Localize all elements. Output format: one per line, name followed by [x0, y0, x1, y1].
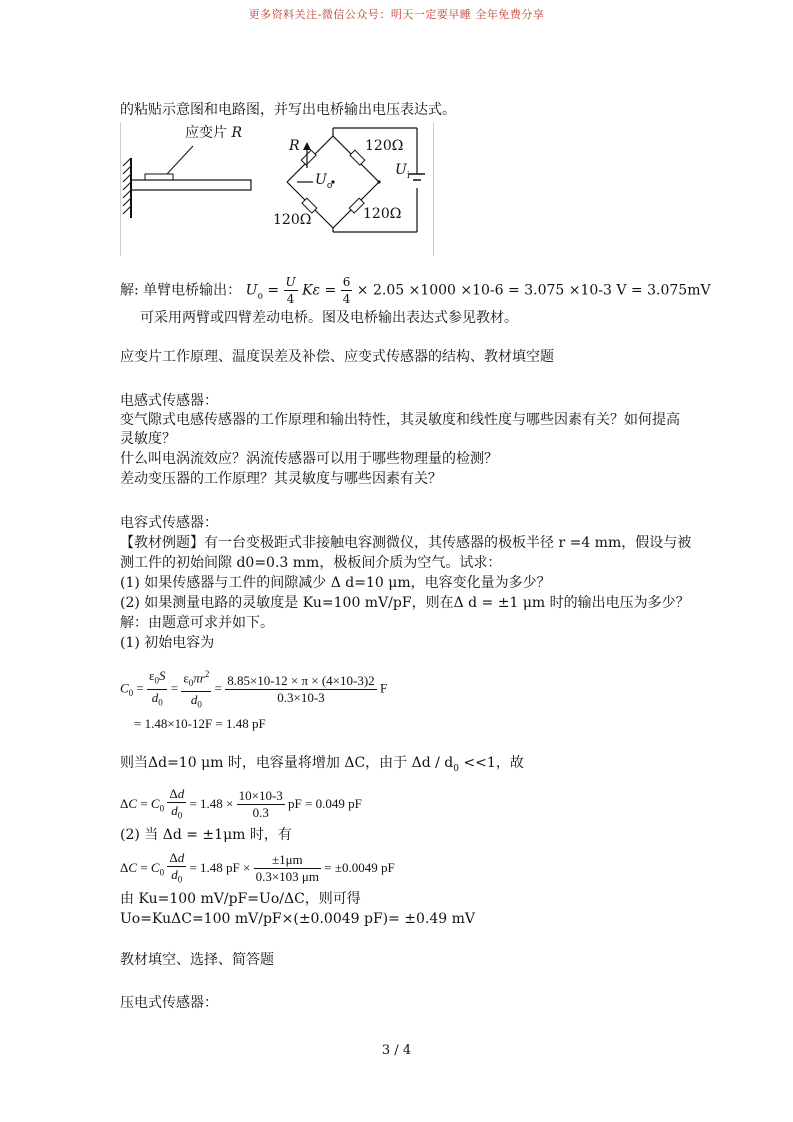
sensitivity-line: 由 Ku=100 mV/pF=Uo/ΔC，则可得 [120, 891, 361, 907]
inductive-question-1b: 灵敏度？ [120, 431, 176, 447]
solution1-line: 解: 单臂电桥输出： $U_o$ = $\frac{U}{4}$ Kε = $\frac{6}{4}$ × 2.05 ×1000 ×10-6 = 3.075 ×10-3 V = 3.075mV [120, 275, 711, 306]
output-voltage-label: $U_o$ [315, 172, 333, 191]
capacitive-question-1: (1) 如果传感器与工件的间隙减少 Δ d=10 μm，电容变化量为多少？ [120, 575, 551, 591]
resistor-bottom-left-label: 120Ω [273, 212, 312, 228]
inductive-question-2: 什么叫电涡流效应？涡流传感器可以用于哪些物理量的检测？ [120, 451, 498, 467]
capacitive-step-2: (2) 当 Δd = ±1μm 时，有 [120, 827, 292, 843]
strain-topic-line: 应变片工作原理、温度误差及补偿、应变式传感器的结构、教材填空题 [120, 349, 554, 365]
resistor-bottom-right-label: 120Ω [363, 206, 402, 222]
intro-line: 的粘贴示意图和电路图，并写出电桥输出电压表达式。 [120, 102, 456, 118]
capacitive-example-b: 测工件的初始间隙 d0=0.3 mm，极板间介质为空气。试求： [120, 555, 502, 571]
capacitance-change-equation-2: $\Delta C = C_0$ $\frac{\Delta d}{d_0}$ = 1.48 pF × $\frac{\pm 1\mu m}{0.3\times 103 \mu m}$ = ±0.0049 pF [120, 850, 395, 885]
source-voltage-label: $U_i$ [395, 162, 410, 181]
capacitive-step-1: (1) 初始电容为 [120, 635, 215, 651]
page-header: 更多资料关注-微信公众号：明天一定要早睡 全年免费分享 [248, 8, 545, 21]
output-voltage-line: Uo=KuΔC=100 mV/pF×(±0.0049 pF)= ±0.49 mV [120, 911, 476, 927]
textbook-topic-line: 教材填空、选择、简答题 [120, 952, 274, 968]
capacitive-title: 电容式传感器： [120, 515, 218, 531]
gauge-label: 应变片 R [185, 125, 242, 141]
inductive-question-3: 差动变压器的工作原理？其灵敏度与哪些因素有关？ [120, 471, 442, 487]
capacitance-change-intro: 则当Δd=10 μm 时，电容量将增加 ΔC，由于 $\Delta d / d_0 <<1$，故 [120, 755, 524, 774]
strain-gauge-figure [120, 122, 434, 256]
inductive-title: 电感式传感器： [120, 393, 218, 409]
resistor-top-right-label: 120Ω [365, 138, 404, 154]
initial-capacitance-result: = 1.48×10-12F = 1.48 pF [134, 716, 266, 731]
inductive-question-1a: 变气隙式电感传感器的工作原理和输出特性，其灵敏度和线性度与哪些因素有关？如何提高 [120, 412, 680, 428]
page-number: 3 / 4 [381, 1043, 412, 1058]
capacitive-example-a: 【教材例题】有一台变极距式非接触电容测微仪，其传感器的极板半径 r =4 mm，假设与被 [120, 535, 692, 551]
piezo-title: 压电式传感器： [120, 995, 218, 1011]
capacitive-solution-intro: 解：由题意可求并如下。 [120, 615, 274, 631]
capacitance-change-equation: $\Delta C = C_0$ $\frac{\Delta d}{d_0}$ = 1.48 × $\frac{10\times 10-3}{0.3}$ pF = 0.049 pF [120, 786, 362, 821]
initial-capacitance-equation: $C_0$ = $\frac{\varepsilon_0S}{d_0}$ = $\frac{\varepsilon_0\pi r^2}{d_0}$ = $\frac{8.85\times 10-12 \times \pi \times (4\times 10-3)2}{0.3\times 10-3}$ F [120, 666, 387, 713]
alt-bridge-line: 可采用两臂或四臂差动电桥。图及电桥输出表达式参见教材。 [140, 310, 518, 326]
capacitive-question-2: (2) 如果测量电路的灵敏度是 Ku=100 mV/pF，则在Δ d = ±1 μm 时的输出电压为多少？ [120, 595, 690, 611]
r-label: R [289, 138, 300, 154]
